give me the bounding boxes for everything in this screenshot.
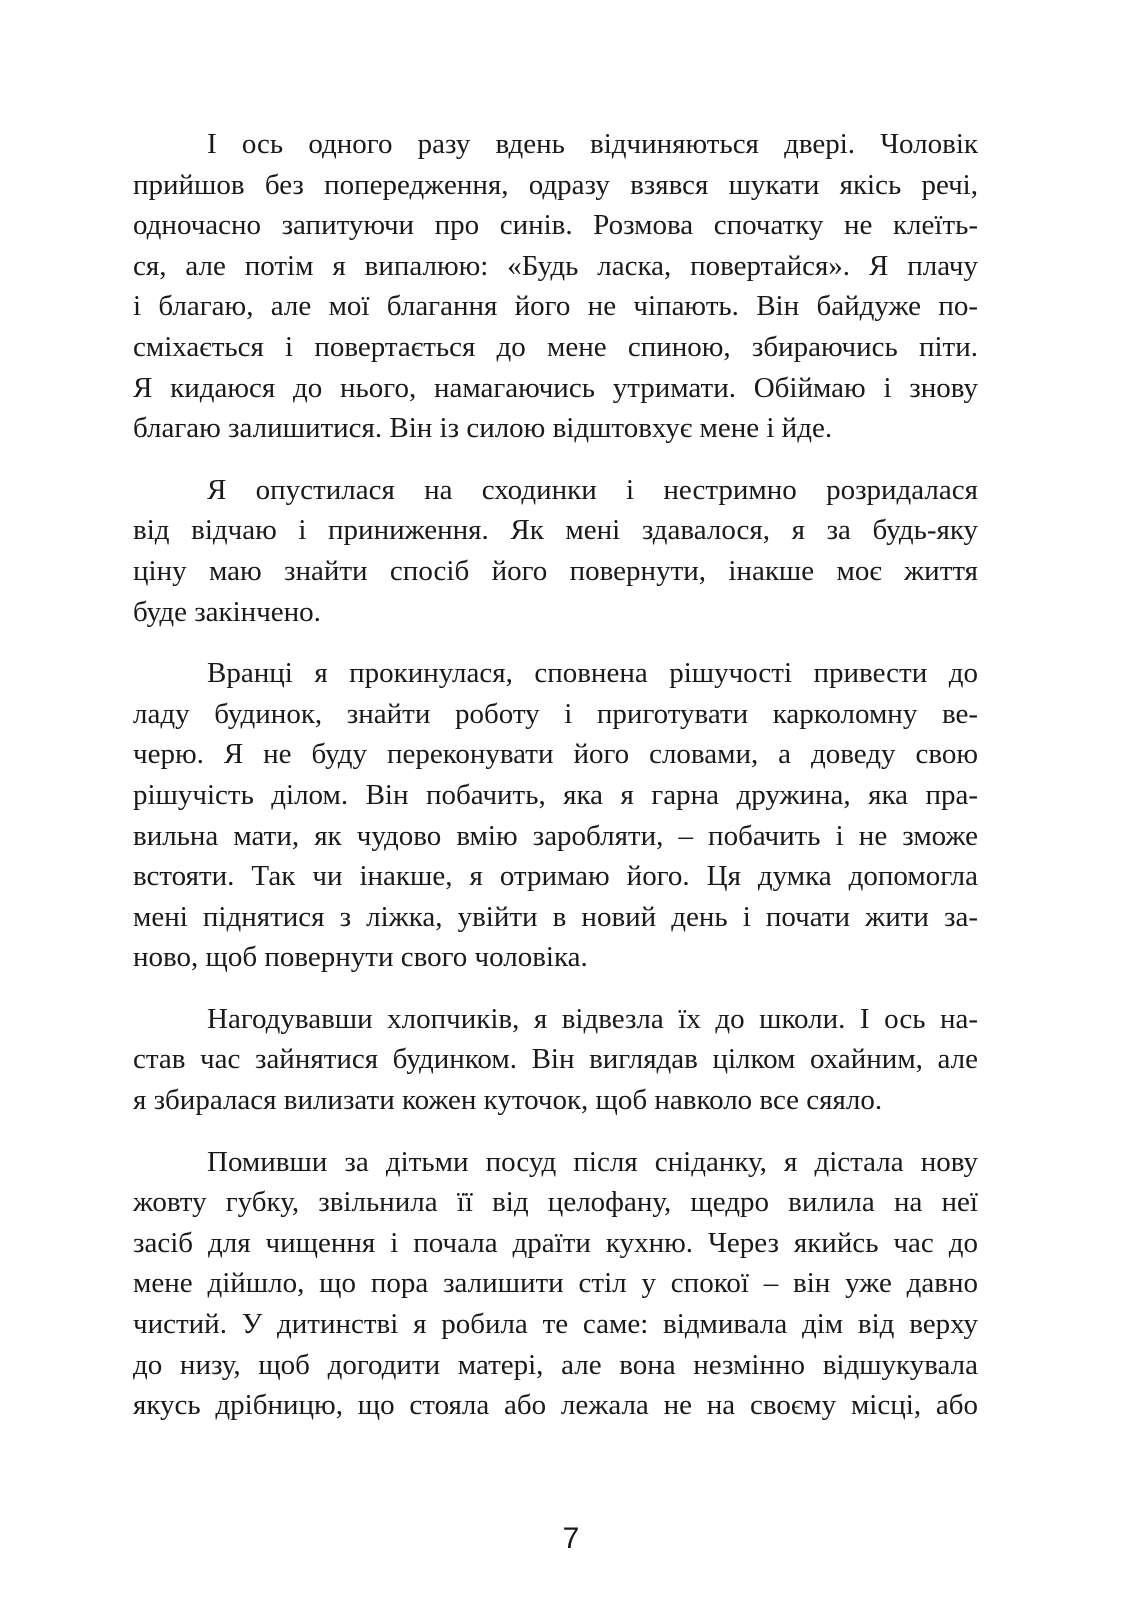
text-line: жовту губку, звільнила її від целофану, щедро вилила на неї bbox=[133, 1186, 978, 1219]
text-line: від відчаю і приниження. Як мені здавалося, я за будь-яку bbox=[133, 514, 978, 547]
paragraph-spacing bbox=[133, 449, 978, 470]
text-line: Я кидаюся до нього, намагаючись утримати. Обіймаю і знову bbox=[133, 371, 978, 404]
text-line: мене дійшло, що пора залишити стіл у спокої – він уже давно bbox=[133, 1267, 978, 1300]
paragraph-3 bbox=[133, 653, 978, 978]
text-line: вильна мати, як чудово вмію заробляти, – побачить і не зможе bbox=[133, 819, 978, 852]
paragraph-1 bbox=[133, 124, 978, 449]
paragraph-spacing bbox=[133, 632, 978, 653]
text-line: ся, але потім я випалюю: «Будь ласка, повертайся». Я плачу bbox=[133, 249, 978, 282]
text-line: рішучість ділом. Він побачить, яка я гарна дружина, яка пра- bbox=[133, 778, 978, 811]
text-line: І ось одного разу вдень відчиняються двері. Чоловік bbox=[207, 128, 978, 160]
text-line: благаю залишитися. Він із силою відштовхує мене і йде. bbox=[133, 412, 833, 445]
text-line: Помивши за дітьми посуд після сніданку, я дістала нову bbox=[207, 1145, 978, 1178]
text-line: Я опустилася на сходинки і нестримно розридалася bbox=[207, 473, 978, 506]
text-line: мені піднятися з ліжка, увійти в новий день і почати жити за- bbox=[133, 900, 978, 933]
page-number: 7 bbox=[562, 1522, 580, 1555]
text-line: ново, щоб повернути свого чоловіка. bbox=[133, 941, 588, 974]
text-line: черю. Я не буду переконувати його словами, а доведу свою bbox=[133, 738, 978, 771]
text-line: Вранці я прокинулася, сповнена рішучості привести до bbox=[207, 657, 978, 690]
paragraph-spacing bbox=[133, 978, 978, 999]
text-line: чистий. У дитинстві я робила те саме: відмивала дім від верху bbox=[133, 1308, 978, 1341]
text-line: до низу, щоб догодити матері, але вона незмінно відшукувала bbox=[133, 1348, 978, 1381]
text-line: я збиралася вилизати кожен куточок, щоб навколо все сяяло. bbox=[133, 1084, 883, 1117]
text-line: якусь дрібницю, що стояла або лежала не на своєму місці, або bbox=[133, 1389, 978, 1422]
text-line: буде закінчено. bbox=[133, 595, 321, 628]
text-line: засіб для чищення і почала драїти кухню. Через якийсь час до bbox=[133, 1226, 978, 1259]
text-line: прийшов без попередження, одразу взявся шукати якісь речі, bbox=[133, 168, 978, 201]
text-line: Нагодувавши хлопчиків, я відвезла їх до школи. І ось на- bbox=[207, 1002, 978, 1035]
paragraph-2 bbox=[133, 470, 978, 632]
text-line: ціну маю знайти спосіб його повернути, інакше моє життя bbox=[133, 554, 978, 587]
paragraph-5 bbox=[133, 1142, 978, 1426]
text-line: встояти. Так чи інакше, я отримаю його. Ця думка допомогла bbox=[133, 860, 978, 893]
text-line: ладу будинок, знайти роботу і приготувати карколомну ве- bbox=[133, 697, 978, 730]
text-line: сміхається і повертається до мене спиною, збираючись піти. bbox=[133, 330, 978, 363]
paragraph-4 bbox=[133, 999, 978, 1121]
paragraph-spacing bbox=[133, 1121, 978, 1142]
text-line: і благаю, але мої благання його не чіпають. Він байдуже по- bbox=[133, 290, 978, 323]
body-text bbox=[133, 124, 978, 1426]
text-line: став час зайнятися будинком. Він виглядав цілком охайним, але bbox=[133, 1043, 978, 1076]
text-line: одночасно запитуючи про синів. Розмова спочатку не клеїть- bbox=[133, 209, 978, 242]
